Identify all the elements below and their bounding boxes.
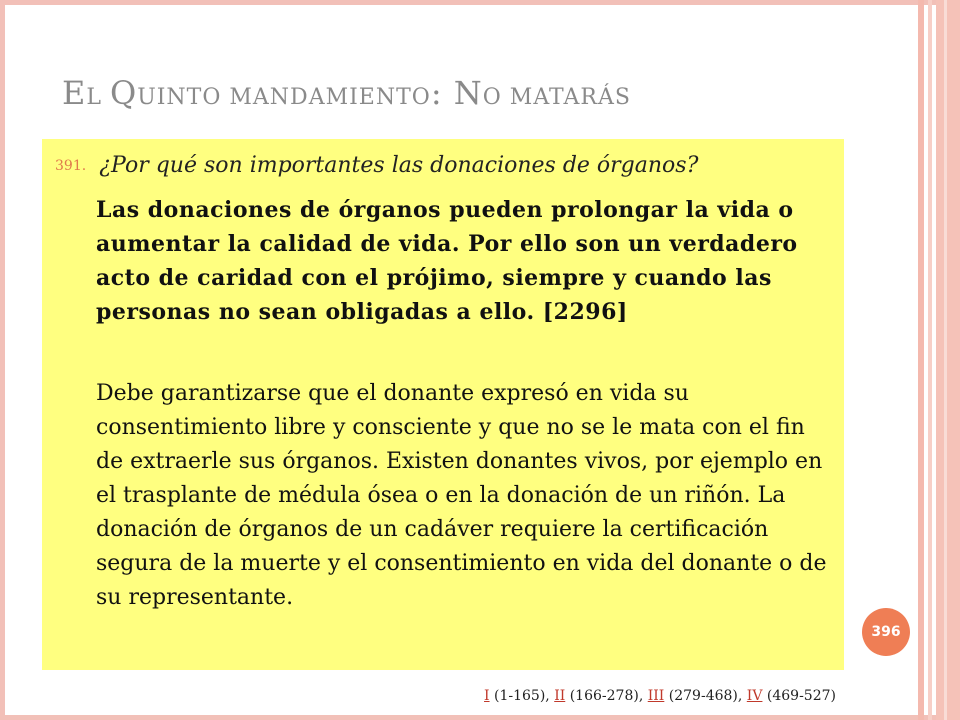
answer-paragraph: Debe garantizarse que el donante expresó en vida su consentimiento libre y consciente y que no se le mata con el fin de extraerle sus órganos. Existen donantes vivos, por ejemplo en el trasplante de médula ósea o en la donación de un riñón. La donación de órganos de un cadáver requiere la certificación segura de la muerte y el consentimiento en vida del donante o de su representante. (96, 381, 827, 610)
title-part: EL (62, 74, 110, 112)
page-number-badge: 396 (862, 608, 910, 656)
decor-stripe (944, 0, 947, 720)
frame-top-border (0, 0, 960, 5)
volume-link-i[interactable]: I (484, 688, 490, 704)
volume-link-ii[interactable]: II (554, 688, 566, 704)
slide-title (62, 74, 631, 112)
volume-link-iv[interactable]: IV (746, 688, 763, 704)
volume-range: (469-527) (766, 688, 836, 704)
decor-stripe (928, 0, 932, 720)
decor-stripe (936, 0, 960, 720)
frame-bottom-border (0, 715, 960, 720)
answer-bold-paragraph: Las donaciones de órganos pueden prolongar la vida o aumentar la calidad de vida. Por ello son un verdadero acto de caridad con el prójimo, siempre y cuando las personas no sean obligadas a ello. [2296] (96, 197, 798, 325)
question-number: 391. (55, 158, 87, 174)
title-part: QUINTO MANDAMIENTO (109, 74, 431, 112)
question-text: ¿Por qué son importantes las donaciones de órganos? (99, 153, 699, 178)
volume-range: (1-165), (494, 688, 550, 704)
volume-link-iii[interactable]: III (647, 688, 665, 704)
frame-left-border (0, 0, 5, 720)
question-line (55, 153, 698, 178)
volume-links (484, 688, 836, 704)
title-part: : NO MATARÁS (430, 74, 631, 112)
content-panel (42, 139, 844, 670)
decor-stripe (918, 0, 924, 720)
volume-range: (279-468), (668, 688, 743, 704)
volume-range: (166-278), (569, 688, 644, 704)
